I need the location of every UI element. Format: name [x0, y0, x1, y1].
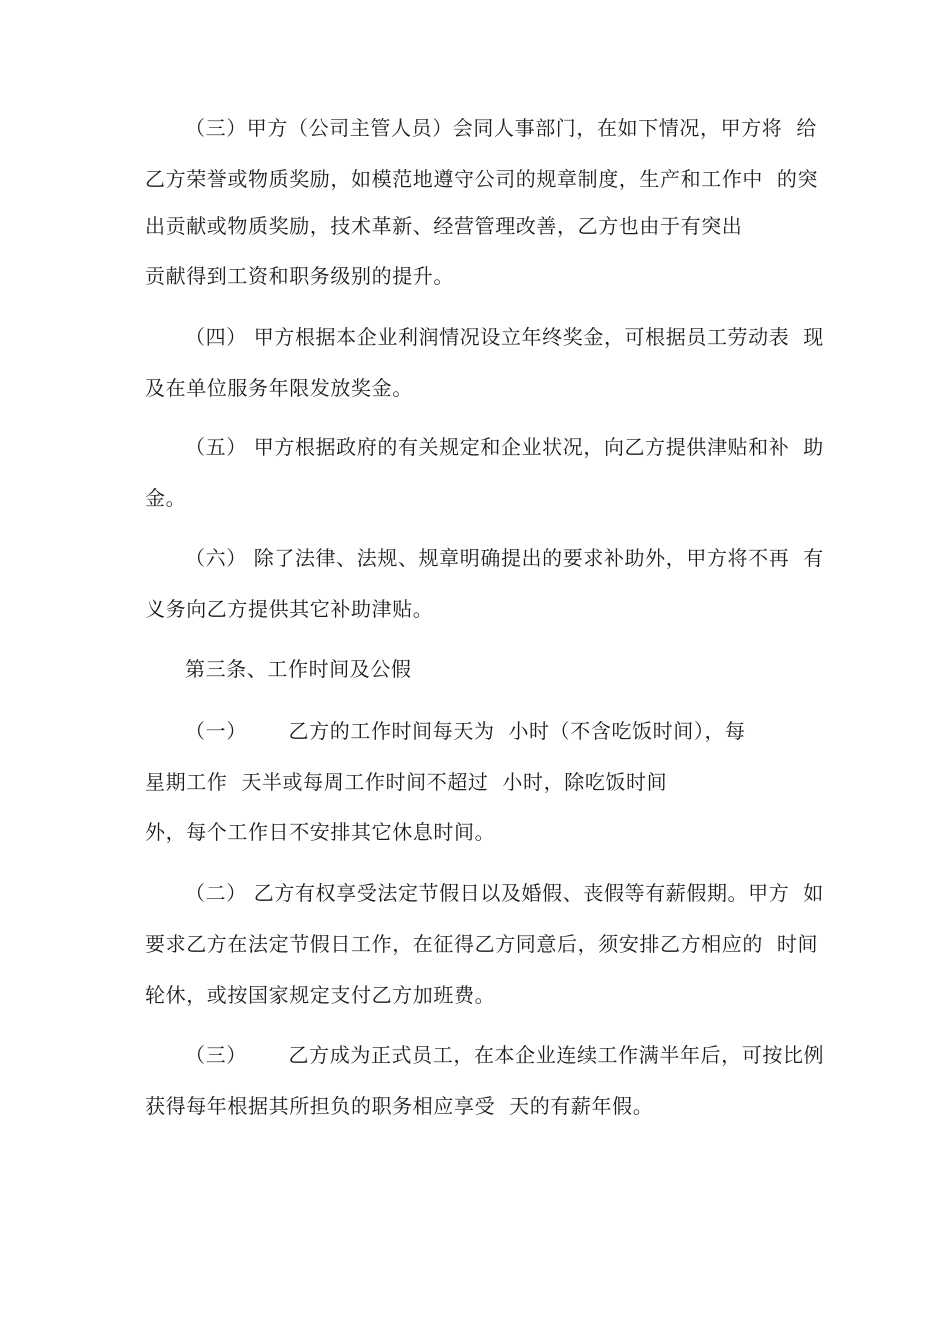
paragraph-3-line-4: 贡献得到工资和职务级别的提升。 [145, 264, 454, 288]
clause-3-line-1: （三） 乙方成为正式员工，在本企业连续工作满半年后，可按比例 [185, 1043, 825, 1067]
paragraph-3-line-3: 出贡献或物质奖励，技术革新、经营管理改善，乙方也由于有突出 [145, 214, 743, 238]
clause-2-line-3: 轮休，或按国家规定支付乙方加班费。 [145, 983, 496, 1007]
paragraph-4-line-2: 及在单位服务年限发放奖金。 [145, 376, 413, 400]
paragraph-4-line-1: （四） 甲方根据本企业利润情况设立年终奖金，可根据员工劳动表 现 [185, 325, 824, 349]
clause-3-line-2: 获得每年根据其所担负的职务相应享受 天的有薪年假。 [145, 1094, 654, 1118]
clause-1-line-1: （一） 乙方的工作时间每天为 小时（不含吃饭时间），每 [185, 719, 746, 743]
paragraph-5-line-1: （五） 甲方根据政府的有关规定和企业状况，向乙方提供津贴和补 助 [185, 435, 824, 459]
paragraph-6-line-2: 义务向乙方提供其它补助津贴。 [145, 597, 434, 621]
clause-1-line-2: 星期工作 天半或每周工作时间不超过 小时，除吃饭时间 [145, 770, 668, 794]
section-heading-article-3: 第三条、工作时间及公假 [185, 657, 412, 681]
paragraph-6-line-1: （六） 除了法律、法规、规章明确提出的要求补助外，甲方将不再 有 [185, 546, 824, 570]
clause-1-line-3: 外，每个工作日不安排其它休息时间。 [145, 820, 496, 844]
paragraph-3-line-1: （三）甲方（公司主管人员）会同人事部门，在如下情况，甲方将 给 [185, 116, 817, 140]
paragraph-3-line-2: 乙方荣誉或物质奖励，如模范地遵守公司的规章制度，生产和工作中 的突 [145, 167, 819, 191]
clause-2-line-2: 要求乙方在法定节假日工作，在征得乙方同意后，须安排乙方相应的 时间 [145, 932, 819, 956]
paragraph-5-line-2: 金。 [145, 486, 187, 510]
clause-2-line-1: （二） 乙方有权享受法定节假日以及婚假、丧假等有薪假期。甲方 如 [185, 881, 824, 905]
